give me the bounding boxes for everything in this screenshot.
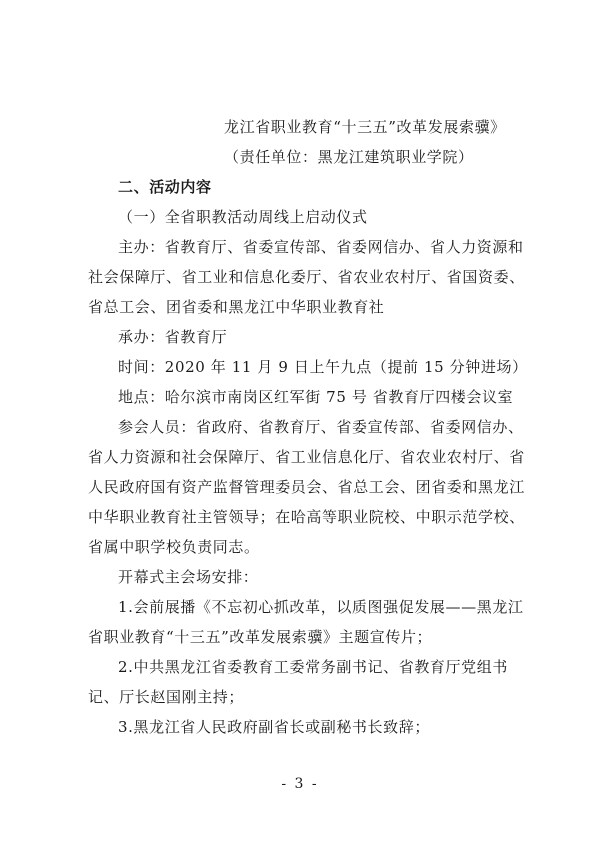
- text-line: 省人力资源和社会保障厅、省工业信息化厅、省农业农村厅、省: [88, 448, 525, 466]
- text-line: 省属中职学校负责同志。: [88, 538, 260, 556]
- text-line-continued-title: 龙江省职业教育“十三五”改革发展索骥》: [224, 118, 506, 136]
- text-line: 省职业教育“十三五”改革发展索骥》主题宣传片；: [88, 628, 433, 646]
- section-heading: 二、活动内容: [118, 178, 212, 196]
- subsection-heading: （一）全省职教活动周线上启动仪式: [118, 208, 368, 226]
- text-line-time: 时间：2020 年 11 月 9 日上午九点（提前 15 分钟进场）: [118, 358, 528, 376]
- list-item-1: 1.会前展播《不忘初心抓改革，以质图强促发展——黑龙江: [118, 598, 524, 616]
- text-line: 中华职业教育社主管领导；在哈高等职业院校、中职示范学校、: [88, 508, 525, 526]
- text-line: 人民政府国有资产监督管理委员会、省总工会、团省委和黑龙江: [88, 478, 525, 496]
- list-item-2: 2.中共黑龙江省委教育工委常务副书记、省教育厅党组书: [118, 658, 508, 676]
- text-line: 社会保障厅、省工业和信息化委厅、省农业农村厅、省国资委、: [88, 268, 525, 286]
- text-line-responsible-unit: （责任单位：黑龙江建筑职业学院）: [224, 148, 474, 166]
- text-line-schedule-heading: 开幕式主会场安排：: [118, 568, 259, 586]
- text-line-attendees: 参会人员：省政府、省教育厅、省委宣传部、省委网信办、: [118, 418, 524, 436]
- list-item-3: 3.黑龙江省人民政府副省长或副秘书长致辞；: [118, 718, 430, 736]
- page-number: - 3 -: [281, 776, 319, 792]
- text-line: 记、厅长赵国刚主持；: [88, 688, 245, 706]
- text-line-location: 地点：哈尔滨市南岗区红军街 75 号 省教育厅四楼会议室: [118, 388, 514, 406]
- text-line-organizer: 主办：省教育厅、省委宣传部、省委网信办、省人力资源和: [118, 238, 524, 256]
- text-line-host: 承办：省教育厅: [118, 328, 228, 346]
- text-line: 省总工会、团省委和黑龙江中华职业教育社: [88, 298, 385, 316]
